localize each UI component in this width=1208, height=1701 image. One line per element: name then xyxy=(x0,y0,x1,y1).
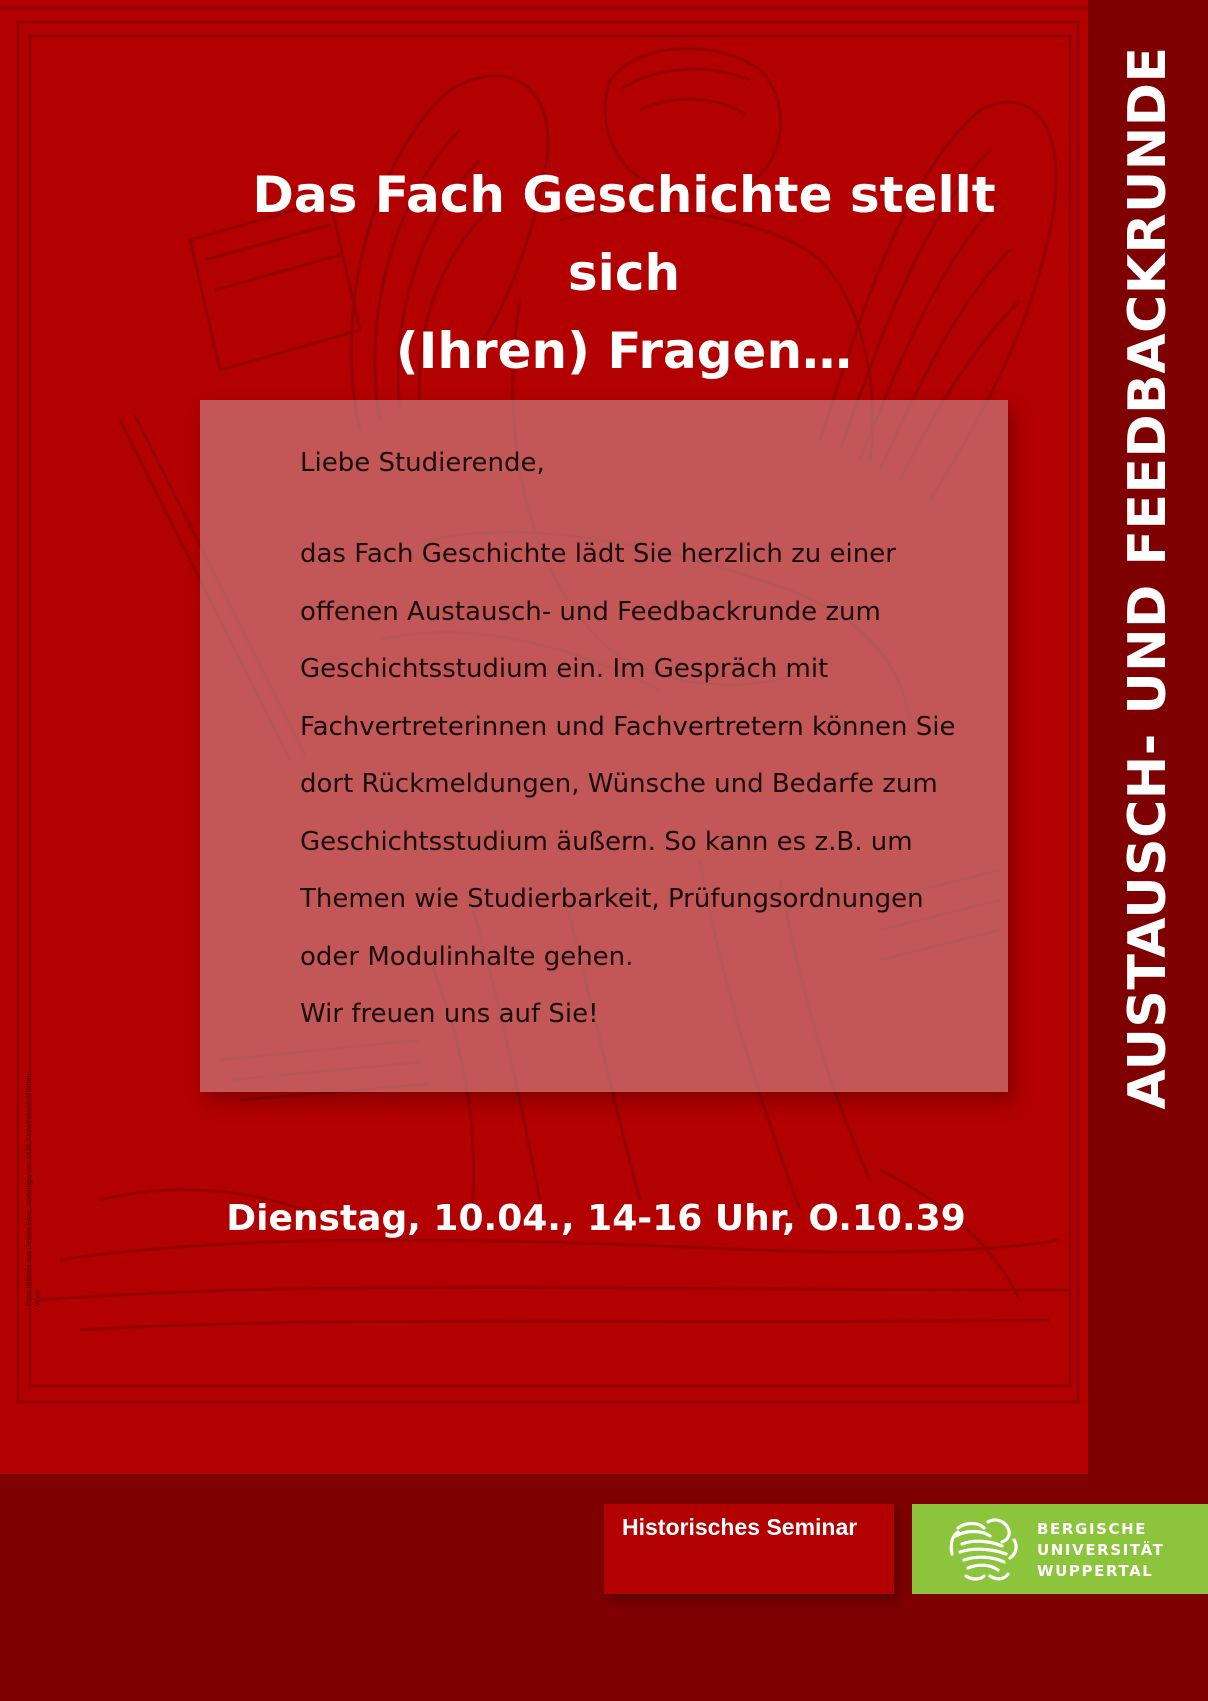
headline xyxy=(200,156,1048,390)
university-wordmark xyxy=(1037,1519,1164,1582)
department-box xyxy=(604,1504,894,1594)
letter-line: Geschichtsstudium ein. Im Gespräch mit xyxy=(300,654,829,684)
wordmark-line: BERGISCHE xyxy=(1037,1520,1148,1538)
letter-line: Fachvertreterinnen und Fachvertretern können Sie xyxy=(300,711,956,742)
letter-line: dort Rückmeldungen, Wünsche und Bedarfe zum xyxy=(300,769,938,799)
photo-credit xyxy=(25,1074,43,1306)
university-logo xyxy=(912,1504,1208,1594)
wordmark-line: WUPPERTAL xyxy=(1037,1562,1154,1580)
wordmark-line: UNIVERSITÄT xyxy=(1037,1541,1165,1559)
headline-line-1: Das Fach Geschichte stellt sich xyxy=(252,166,996,302)
letter-line: das Fach Geschichte lädt Sie herzlich zu einer xyxy=(300,539,896,569)
lion-icon xyxy=(948,1514,1020,1586)
side-title-vertical: AUSTAUSCH- UND FEEDBACKRUNDE xyxy=(1118,46,1178,1110)
photo-credit-line: Wien xyxy=(35,1290,42,1307)
letter-line: Geschichtsstudium äußern. So kann es z.B. um xyxy=(300,826,913,857)
letter-line: oder Modulinhalte gehen. xyxy=(300,941,634,972)
event-date-time-room: Dienstag, 10.04., 14-16 Uhr, O.10.39 xyxy=(226,1198,966,1239)
letter-closing: Wir freuen uns auf Sie! xyxy=(300,999,599,1029)
department-label: Historisches Seminar xyxy=(622,1514,858,1540)
letter-line: Themen wie Studierbarkeit, Prüfungsordnungen xyxy=(300,884,924,914)
headline-line-2: (Ihren) Fragen… xyxy=(395,322,853,380)
letter-salutation: Liebe Studierende, xyxy=(300,448,545,478)
invitation-letter-box xyxy=(200,400,1008,1092)
letter-text xyxy=(300,434,1000,1042)
letter-line: offenen Austausch- und Feedbackrunde zum xyxy=(300,596,881,627)
photo-credit-line: Foto: Historia aus Cesare Ripa, Iconologia von 1626, Universitätsbibliothek xyxy=(26,1073,33,1307)
